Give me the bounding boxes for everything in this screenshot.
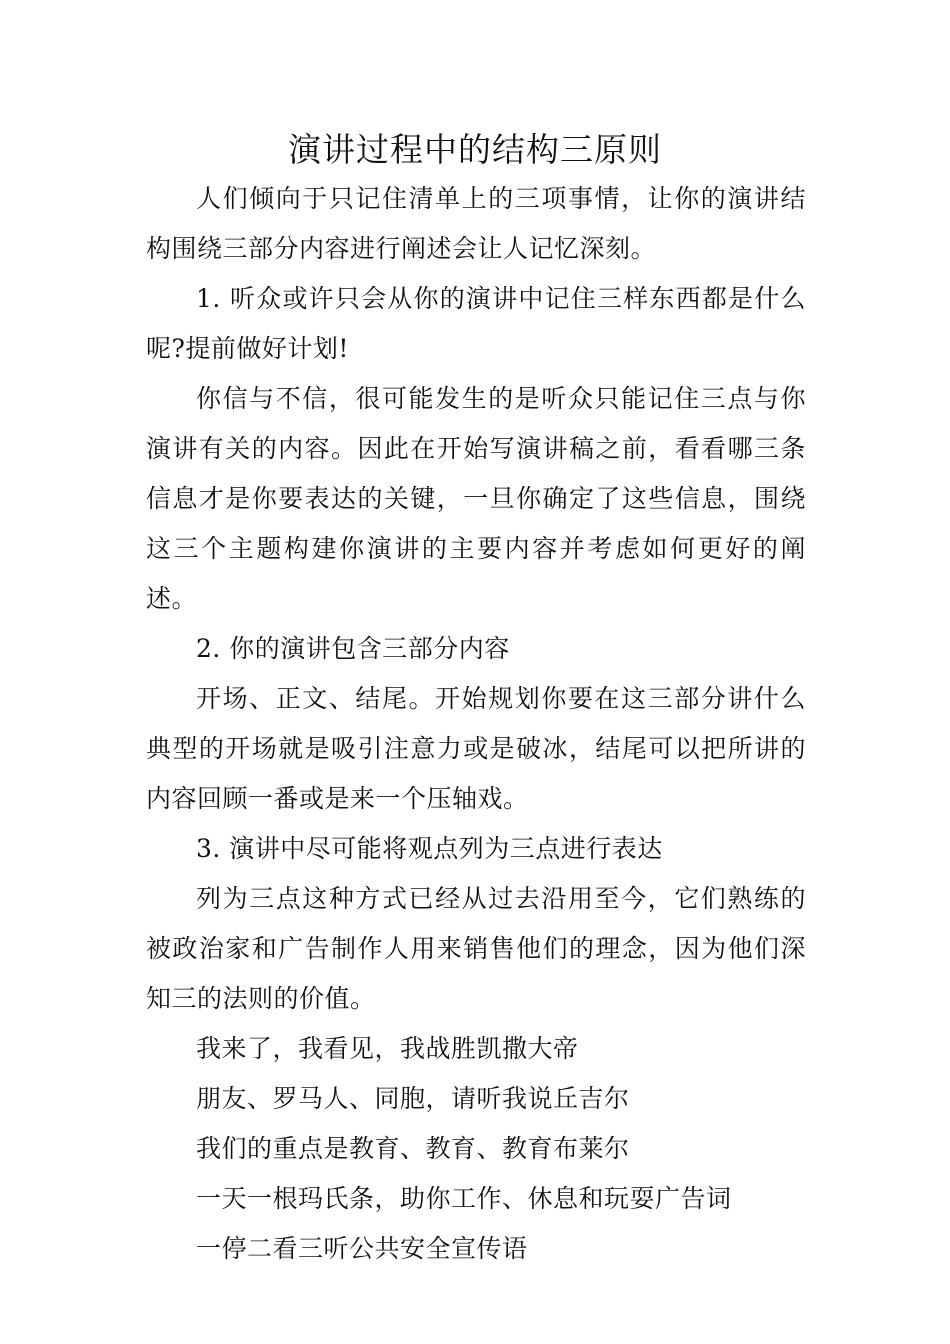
document-body	[146, 174, 806, 1274]
quote-line: 一天一根玛氏条，助你工作、休息和玩耍广告词	[196, 1184, 732, 1213]
quote-line: 我们的重点是教育、教育、教育布莱尔	[196, 1134, 630, 1163]
paragraph-point-1-body: 你信与不信，很可能发生的是听众只能记住三点与你演讲有关的内容。因此在开始写演讲稿之前，看看哪三条信息才是你要表达的关键，一旦你确定了这些信息，围绕这三个主题构建你演讲的主要内容并考虑如何更好的阐述。	[146, 384, 806, 613]
paragraph-intro: 人们倾向于只记住清单上的三项事情，让你的演讲结构围绕三部分内容进行阐述会让人记忆深刻。	[146, 184, 806, 263]
paragraph-point-2-body: 开场、正文、结尾。开始规划你要在这三部分讲什么典型的开场就是吸引注意力或是破冰，结尾可以把所讲的内容回顾一番或是来一个压轴戏。	[146, 684, 806, 813]
paragraph-point-3-body: 列为三点这种方式已经从过去沿用至今，它们熟练的被政治家和广告制作人用来销售他们的理念，因为他们深知三的法则的价值。	[146, 884, 806, 1013]
paragraph-point-2-heading: 2. 你的演讲包含三部分内容	[196, 634, 510, 663]
paragraph-point-3-heading: 3. 演讲中尽可能将观点列为三点进行表达	[196, 834, 663, 863]
quote-line: 一停二看三听公共安全宣传语	[196, 1234, 528, 1263]
quote-line: 我来了，我看见，我战胜凯撒大帝	[196, 1034, 579, 1063]
document-title: 演讲过程中的结构三原则	[288, 130, 662, 169]
quote-line: 朋友、罗马人、同胞，请听我说丘吉尔	[196, 1084, 630, 1113]
paragraph-point-1-heading: 1. 听众或许只会从你的演讲中记住三样东西都是什么呢?提前做好计划!	[146, 284, 806, 363]
